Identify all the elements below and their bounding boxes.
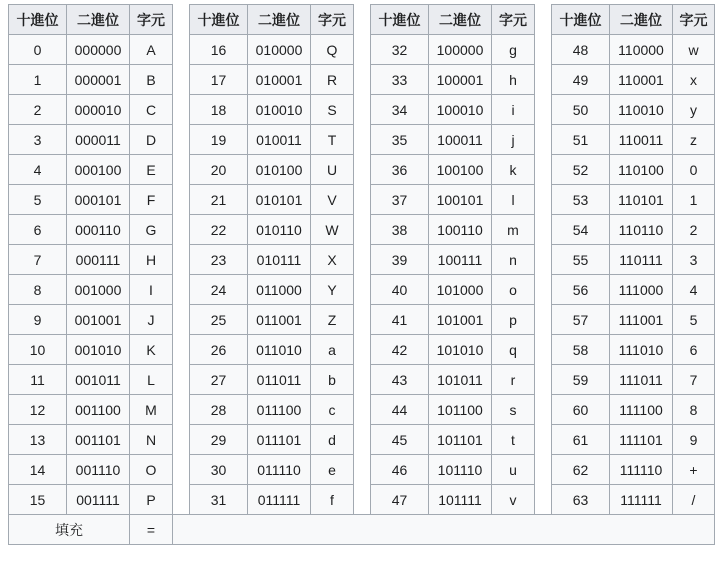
- binary-cell: 110100: [610, 155, 673, 185]
- char-cell: 6: [673, 335, 715, 365]
- char-cell: 8: [673, 395, 715, 425]
- binary-cell: 111001: [610, 305, 673, 335]
- column-gap: [173, 245, 190, 275]
- char-cell: C: [130, 95, 173, 125]
- decimal-cell: 56: [552, 275, 610, 305]
- column-gap: [535, 65, 552, 95]
- column-gap: [354, 215, 371, 245]
- column-gap: [354, 275, 371, 305]
- decimal-cell: 33: [371, 65, 429, 95]
- char-cell: W: [311, 215, 354, 245]
- padding-char: =: [130, 515, 173, 545]
- binary-cell: 001100: [67, 395, 130, 425]
- char-cell: P: [130, 485, 173, 515]
- column-gap: [535, 275, 552, 305]
- column-gap: [173, 215, 190, 245]
- header-binary: 二進位: [610, 5, 673, 35]
- char-cell: s: [492, 395, 535, 425]
- char-cell: B: [130, 65, 173, 95]
- column-gap: [173, 185, 190, 215]
- column-gap: [535, 125, 552, 155]
- binary-cell: 111110: [610, 455, 673, 485]
- binary-cell: 110111: [610, 245, 673, 275]
- decimal-cell: 38: [371, 215, 429, 245]
- decimal-cell: 40: [371, 275, 429, 305]
- column-gap: [173, 35, 190, 65]
- char-cell: K: [130, 335, 173, 365]
- binary-cell: 000000: [67, 35, 130, 65]
- table-row: [9, 275, 715, 305]
- column-gap: [354, 425, 371, 455]
- binary-cell: 111000: [610, 275, 673, 305]
- column-gap: [535, 335, 552, 365]
- decimal-cell: 49: [552, 65, 610, 95]
- header-char: 字元: [130, 5, 173, 35]
- binary-cell: 110101: [610, 185, 673, 215]
- binary-cell: 001001: [67, 305, 130, 335]
- char-cell: p: [492, 305, 535, 335]
- column-gap: [173, 335, 190, 365]
- column-gap: [354, 335, 371, 365]
- binary-cell: 110011: [610, 125, 673, 155]
- binary-cell: 010111: [248, 245, 311, 275]
- char-cell: M: [130, 395, 173, 425]
- column-gap: [354, 95, 371, 125]
- table-row: [9, 455, 715, 485]
- column-gap: [173, 425, 190, 455]
- char-cell: j: [492, 125, 535, 155]
- char-cell: l: [492, 185, 535, 215]
- table-body: [9, 5, 715, 545]
- column-gap: [354, 5, 371, 35]
- binary-cell: 000111: [67, 245, 130, 275]
- column-gap: [535, 95, 552, 125]
- char-cell: v: [492, 485, 535, 515]
- header-decimal: 十進位: [190, 5, 248, 35]
- table-row: [9, 125, 715, 155]
- char-cell: c: [311, 395, 354, 425]
- column-gap: [354, 65, 371, 95]
- binary-cell: 011001: [248, 305, 311, 335]
- decimal-cell: 31: [190, 485, 248, 515]
- binary-cell: 000110: [67, 215, 130, 245]
- char-cell: 2: [673, 215, 715, 245]
- decimal-cell: 42: [371, 335, 429, 365]
- header-binary: 二進位: [248, 5, 311, 35]
- char-cell: 9: [673, 425, 715, 455]
- binary-cell: 000010: [67, 95, 130, 125]
- char-cell: J: [130, 305, 173, 335]
- decimal-cell: 61: [552, 425, 610, 455]
- decimal-cell: 53: [552, 185, 610, 215]
- decimal-cell: 35: [371, 125, 429, 155]
- column-gap: [173, 485, 190, 515]
- column-gap: [354, 185, 371, 215]
- decimal-cell: 50: [552, 95, 610, 125]
- header-char: 字元: [311, 5, 354, 35]
- binary-cell: 100011: [429, 125, 492, 155]
- char-cell: z: [673, 125, 715, 155]
- binary-cell: 101001: [429, 305, 492, 335]
- decimal-cell: 44: [371, 395, 429, 425]
- binary-cell: 010100: [248, 155, 311, 185]
- column-gap: [173, 365, 190, 395]
- binary-cell: 100010: [429, 95, 492, 125]
- binary-cell: 011000: [248, 275, 311, 305]
- binary-cell: 101111: [429, 485, 492, 515]
- char-cell: 3: [673, 245, 715, 275]
- header-decimal: 十進位: [9, 5, 67, 35]
- header-binary: 二進位: [67, 5, 130, 35]
- decimal-cell: 6: [9, 215, 67, 245]
- binary-cell: 010011: [248, 125, 311, 155]
- table-row: [9, 35, 715, 65]
- binary-cell: 100000: [429, 35, 492, 65]
- table-row: [9, 185, 715, 215]
- binary-cell: 110110: [610, 215, 673, 245]
- decimal-cell: 25: [190, 305, 248, 335]
- decimal-cell: 18: [190, 95, 248, 125]
- decimal-cell: 15: [9, 485, 67, 515]
- binary-cell: 010110: [248, 215, 311, 245]
- header-decimal: 十進位: [371, 5, 429, 35]
- char-cell: Y: [311, 275, 354, 305]
- binary-cell: 100101: [429, 185, 492, 215]
- column-gap: [535, 395, 552, 425]
- table-row: [9, 245, 715, 275]
- binary-cell: 010010: [248, 95, 311, 125]
- char-cell: R: [311, 65, 354, 95]
- decimal-cell: 11: [9, 365, 67, 395]
- column-gap: [535, 215, 552, 245]
- char-cell: H: [130, 245, 173, 275]
- decimal-cell: 51: [552, 125, 610, 155]
- decimal-cell: 12: [9, 395, 67, 425]
- binary-cell: 001011: [67, 365, 130, 395]
- char-cell: D: [130, 125, 173, 155]
- binary-cell: 010101: [248, 185, 311, 215]
- decimal-cell: 22: [190, 215, 248, 245]
- binary-cell: 100001: [429, 65, 492, 95]
- char-cell: w: [673, 35, 715, 65]
- binary-cell: 111111: [610, 485, 673, 515]
- char-cell: T: [311, 125, 354, 155]
- table-row: [9, 365, 715, 395]
- char-cell: U: [311, 155, 354, 185]
- column-gap: [354, 245, 371, 275]
- column-gap: [354, 155, 371, 185]
- char-cell: L: [130, 365, 173, 395]
- column-gap: [354, 35, 371, 65]
- decimal-cell: 8: [9, 275, 67, 305]
- char-cell: q: [492, 335, 535, 365]
- char-cell: i: [492, 95, 535, 125]
- decimal-cell: 37: [371, 185, 429, 215]
- decimal-cell: 52: [552, 155, 610, 185]
- header-binary: 二進位: [429, 5, 492, 35]
- decimal-cell: 47: [371, 485, 429, 515]
- table-row: [9, 155, 715, 185]
- column-gap: [535, 305, 552, 335]
- binary-cell: 100100: [429, 155, 492, 185]
- binary-cell: 101110: [429, 455, 492, 485]
- header-char: 字元: [673, 5, 715, 35]
- header-row: [9, 5, 715, 35]
- decimal-cell: 1: [9, 65, 67, 95]
- table-row: [9, 395, 715, 425]
- column-gap: [354, 305, 371, 335]
- header-decimal: 十進位: [552, 5, 610, 35]
- decimal-cell: 16: [190, 35, 248, 65]
- column-gap: [535, 425, 552, 455]
- char-cell: 4: [673, 275, 715, 305]
- table-row: [9, 305, 715, 335]
- decimal-cell: 63: [552, 485, 610, 515]
- char-cell: +: [673, 455, 715, 485]
- decimal-cell: 58: [552, 335, 610, 365]
- column-gap: [535, 455, 552, 485]
- base64-index-table: [8, 4, 715, 545]
- char-cell: 7: [673, 365, 715, 395]
- char-cell: o: [492, 275, 535, 305]
- char-cell: A: [130, 35, 173, 65]
- char-cell: m: [492, 215, 535, 245]
- padding-label: 填充: [9, 515, 130, 545]
- decimal-cell: 26: [190, 335, 248, 365]
- decimal-cell: 36: [371, 155, 429, 185]
- column-gap: [535, 245, 552, 275]
- table-row: [9, 425, 715, 455]
- decimal-cell: 34: [371, 95, 429, 125]
- char-cell: k: [492, 155, 535, 185]
- char-cell: 5: [673, 305, 715, 335]
- decimal-cell: 39: [371, 245, 429, 275]
- char-cell: b: [311, 365, 354, 395]
- decimal-cell: 9: [9, 305, 67, 335]
- column-gap: [354, 455, 371, 485]
- decimal-cell: 57: [552, 305, 610, 335]
- char-cell: V: [311, 185, 354, 215]
- column-gap: [173, 5, 190, 35]
- char-cell: h: [492, 65, 535, 95]
- decimal-cell: 10: [9, 335, 67, 365]
- decimal-cell: 13: [9, 425, 67, 455]
- binary-cell: 000001: [67, 65, 130, 95]
- decimal-cell: 62: [552, 455, 610, 485]
- decimal-cell: 48: [552, 35, 610, 65]
- char-cell: O: [130, 455, 173, 485]
- column-gap: [173, 125, 190, 155]
- decimal-cell: 7: [9, 245, 67, 275]
- column-gap: [535, 365, 552, 395]
- binary-cell: 110001: [610, 65, 673, 95]
- table-row: [9, 215, 715, 245]
- binary-cell: 000011: [67, 125, 130, 155]
- decimal-cell: 19: [190, 125, 248, 155]
- char-cell: d: [311, 425, 354, 455]
- decimal-cell: 45: [371, 425, 429, 455]
- char-cell: G: [130, 215, 173, 245]
- char-cell: Z: [311, 305, 354, 335]
- table-row: [9, 95, 715, 125]
- decimal-cell: 46: [371, 455, 429, 485]
- char-cell: u: [492, 455, 535, 485]
- binary-cell: 011110: [248, 455, 311, 485]
- table-row: [9, 335, 715, 365]
- column-gap: [173, 155, 190, 185]
- padding-row: [9, 515, 715, 545]
- char-cell: X: [311, 245, 354, 275]
- binary-cell: 110010: [610, 95, 673, 125]
- binary-cell: 111101: [610, 425, 673, 455]
- column-gap: [535, 155, 552, 185]
- binary-cell: 001110: [67, 455, 130, 485]
- binary-cell: 111010: [610, 335, 673, 365]
- char-cell: g: [492, 35, 535, 65]
- binary-cell: 010001: [248, 65, 311, 95]
- table-row: [9, 65, 715, 95]
- column-gap: [354, 395, 371, 425]
- column-gap: [535, 5, 552, 35]
- binary-cell: 001010: [67, 335, 130, 365]
- decimal-cell: 21: [190, 185, 248, 215]
- decimal-cell: 29: [190, 425, 248, 455]
- decimal-cell: 4: [9, 155, 67, 185]
- binary-cell: 011011: [248, 365, 311, 395]
- binary-cell: 100111: [429, 245, 492, 275]
- binary-cell: 011101: [248, 425, 311, 455]
- binary-cell: 101100: [429, 395, 492, 425]
- binary-cell: 100110: [429, 215, 492, 245]
- char-cell: t: [492, 425, 535, 455]
- binary-cell: 001111: [67, 485, 130, 515]
- decimal-cell: 2: [9, 95, 67, 125]
- char-cell: y: [673, 95, 715, 125]
- binary-cell: 101000: [429, 275, 492, 305]
- char-cell: Q: [311, 35, 354, 65]
- decimal-cell: 32: [371, 35, 429, 65]
- header-char: 字元: [492, 5, 535, 35]
- char-cell: S: [311, 95, 354, 125]
- column-gap: [535, 185, 552, 215]
- binary-cell: 001101: [67, 425, 130, 455]
- binary-cell: 010000: [248, 35, 311, 65]
- decimal-cell: 59: [552, 365, 610, 395]
- char-cell: /: [673, 485, 715, 515]
- binary-cell: 101011: [429, 365, 492, 395]
- decimal-cell: 41: [371, 305, 429, 335]
- column-gap: [173, 455, 190, 485]
- column-gap: [173, 95, 190, 125]
- empty-cell: [173, 515, 715, 545]
- char-cell: I: [130, 275, 173, 305]
- column-gap: [535, 485, 552, 515]
- binary-cell: 011010: [248, 335, 311, 365]
- decimal-cell: 24: [190, 275, 248, 305]
- char-cell: E: [130, 155, 173, 185]
- decimal-cell: 28: [190, 395, 248, 425]
- decimal-cell: 43: [371, 365, 429, 395]
- column-gap: [173, 275, 190, 305]
- char-cell: n: [492, 245, 535, 275]
- binary-cell: 111011: [610, 365, 673, 395]
- decimal-cell: 5: [9, 185, 67, 215]
- binary-cell: 111100: [610, 395, 673, 425]
- binary-cell: 001000: [67, 275, 130, 305]
- decimal-cell: 60: [552, 395, 610, 425]
- decimal-cell: 20: [190, 155, 248, 185]
- char-cell: r: [492, 365, 535, 395]
- char-cell: e: [311, 455, 354, 485]
- decimal-cell: 30: [190, 455, 248, 485]
- table-row: [9, 485, 715, 515]
- column-gap: [173, 305, 190, 335]
- decimal-cell: 14: [9, 455, 67, 485]
- decimal-cell: 55: [552, 245, 610, 275]
- decimal-cell: 3: [9, 125, 67, 155]
- binary-cell: 000100: [67, 155, 130, 185]
- char-cell: F: [130, 185, 173, 215]
- binary-cell: 101010: [429, 335, 492, 365]
- column-gap: [173, 65, 190, 95]
- binary-cell: 101101: [429, 425, 492, 455]
- column-gap: [173, 395, 190, 425]
- decimal-cell: 23: [190, 245, 248, 275]
- binary-cell: 011111: [248, 485, 311, 515]
- column-gap: [354, 365, 371, 395]
- char-cell: N: [130, 425, 173, 455]
- char-cell: x: [673, 65, 715, 95]
- decimal-cell: 54: [552, 215, 610, 245]
- decimal-cell: 0: [9, 35, 67, 65]
- char-cell: a: [311, 335, 354, 365]
- binary-cell: 000101: [67, 185, 130, 215]
- decimal-cell: 27: [190, 365, 248, 395]
- char-cell: f: [311, 485, 354, 515]
- decimal-cell: 17: [190, 65, 248, 95]
- char-cell: 1: [673, 185, 715, 215]
- char-cell: 0: [673, 155, 715, 185]
- column-gap: [354, 125, 371, 155]
- binary-cell: 110000: [610, 35, 673, 65]
- binary-cell: 011100: [248, 395, 311, 425]
- column-gap: [535, 35, 552, 65]
- column-gap: [354, 485, 371, 515]
